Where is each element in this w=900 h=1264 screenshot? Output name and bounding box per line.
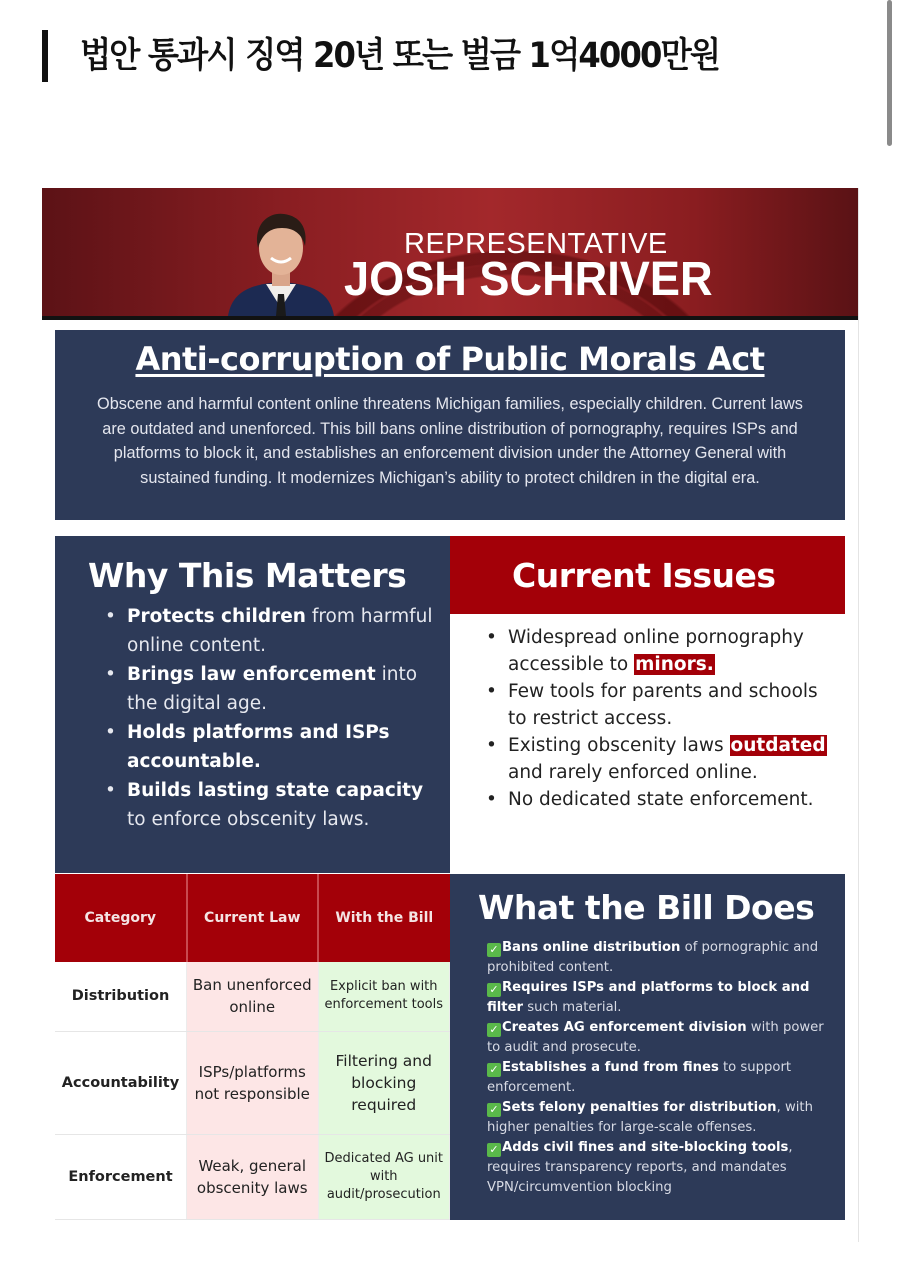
what-the-bill-does-title: What the Bill Does — [478, 888, 815, 927]
current-law-cell: Weak, general obscenity laws — [187, 1134, 319, 1219]
column-header-category: Category — [55, 874, 187, 962]
check-mark-icon: ✓ — [487, 1063, 501, 1077]
article-headline: 법안 통과시 징역 20년 또는 벌금 1억4000만원 — [80, 36, 720, 76]
list-item: • Widespread online pornography accessible to minors. — [486, 624, 836, 678]
highlight: minors. — [635, 654, 714, 675]
what-the-bill-does-panel — [450, 874, 845, 1220]
what-the-bill-does-list — [487, 938, 832, 1198]
with-bill-cell: Dedicated AG unit with audit/prosecution — [318, 1134, 450, 1219]
act-title: Anti-corruption of Public Morals Act — [135, 340, 765, 378]
check-mark-icon: ✓ — [487, 943, 501, 957]
comparison-table — [55, 874, 450, 1220]
list-item: • Holds platforms and ISPs accountable. — [105, 718, 435, 776]
list-item: ✓ Creates AG enforcement division with power to audit and prosecute. — [487, 1020, 824, 1055]
current-law-cell: ISPs/platforms not responsible — [187, 1031, 319, 1134]
current-issues-header — [450, 536, 845, 614]
page-scrollbar[interactable] — [887, 0, 892, 146]
infographic-image — [42, 188, 859, 1242]
list-item: • Existing obscenity laws outdated and rarely enforced online. — [486, 732, 836, 786]
why-this-matters-list — [105, 602, 435, 834]
with-bill-cell: Explicit ban with enforcement tools — [318, 962, 450, 1031]
list-item: ✓ Establishes a fund from fines to support enforcement. — [487, 1060, 792, 1095]
why-this-matters-title: Why This Matters — [88, 556, 407, 595]
category-cell: Distribution — [55, 962, 187, 1031]
check-mark-icon: ✓ — [487, 1103, 501, 1117]
table-row — [55, 962, 450, 1031]
with-bill-cell: Filtering and blocking required — [318, 1031, 450, 1134]
list-item: • Brings law enforcement into the digital age. — [105, 660, 435, 718]
representative-title: REPRESENTATIVE — [404, 228, 668, 260]
representative-banner — [42, 188, 858, 320]
highlight: outdated — [730, 735, 826, 756]
table-row — [55, 1134, 450, 1219]
column-header-with-the-bill: With the Bill — [318, 874, 450, 962]
check-mark-icon: ✓ — [487, 1023, 501, 1037]
category-cell: Accountability — [55, 1031, 187, 1134]
list-item: • Few tools for parents and schools to restrict access. — [486, 678, 836, 732]
list-item: ✓ Requires ISPs and platforms to block and filter such material. — [487, 980, 810, 1015]
representative-name: JOSH SCHRIVER — [344, 253, 713, 306]
act-summary-panel — [55, 330, 845, 520]
representative-portrait — [220, 208, 342, 316]
why-this-matters-panel — [55, 536, 450, 873]
check-mark-icon: ✓ — [487, 1143, 501, 1157]
list-item: • Protects children from harmful online content. — [105, 602, 435, 660]
list-item: ✓ Adds civil fines and site-blocking tools, requires transparency reports, and mandates VPN/circumvention blocking — [487, 1140, 793, 1195]
list-item: • Builds lasting state capacity to enforce obscenity laws. — [105, 776, 435, 834]
table-row — [55, 1031, 450, 1134]
category-cell: Enforcement — [55, 1134, 187, 1219]
current-issues-title: Current Issues — [512, 556, 776, 595]
current-law-cell: Ban unenforced online — [187, 962, 319, 1031]
current-issues-panel — [450, 614, 845, 873]
current-issues-list — [486, 624, 836, 813]
column-header-current-law: Current Law — [187, 874, 319, 962]
list-item: • No dedicated state enforcement. — [486, 786, 836, 813]
list-item: ✓ Bans online distribution of pornographic and prohibited content. — [487, 940, 819, 975]
check-mark-icon: ✓ — [487, 983, 501, 997]
list-item: ✓ Sets felony penalties for distribution, with higher penalties for large-scale offenses. — [487, 1100, 813, 1135]
act-description: Obscene and harmful content online threatens Michigan families, especially children. Current laws are outdated and unenforced. This bill bans online distribution of pornography, requires ISPs and platforms to block it, and establishes an enforcement division under the Attorney General with sustained funding. It modernizes Michigan’s ability to protect children in the digital era. — [97, 395, 803, 487]
headline-accent-bar — [42, 30, 48, 82]
